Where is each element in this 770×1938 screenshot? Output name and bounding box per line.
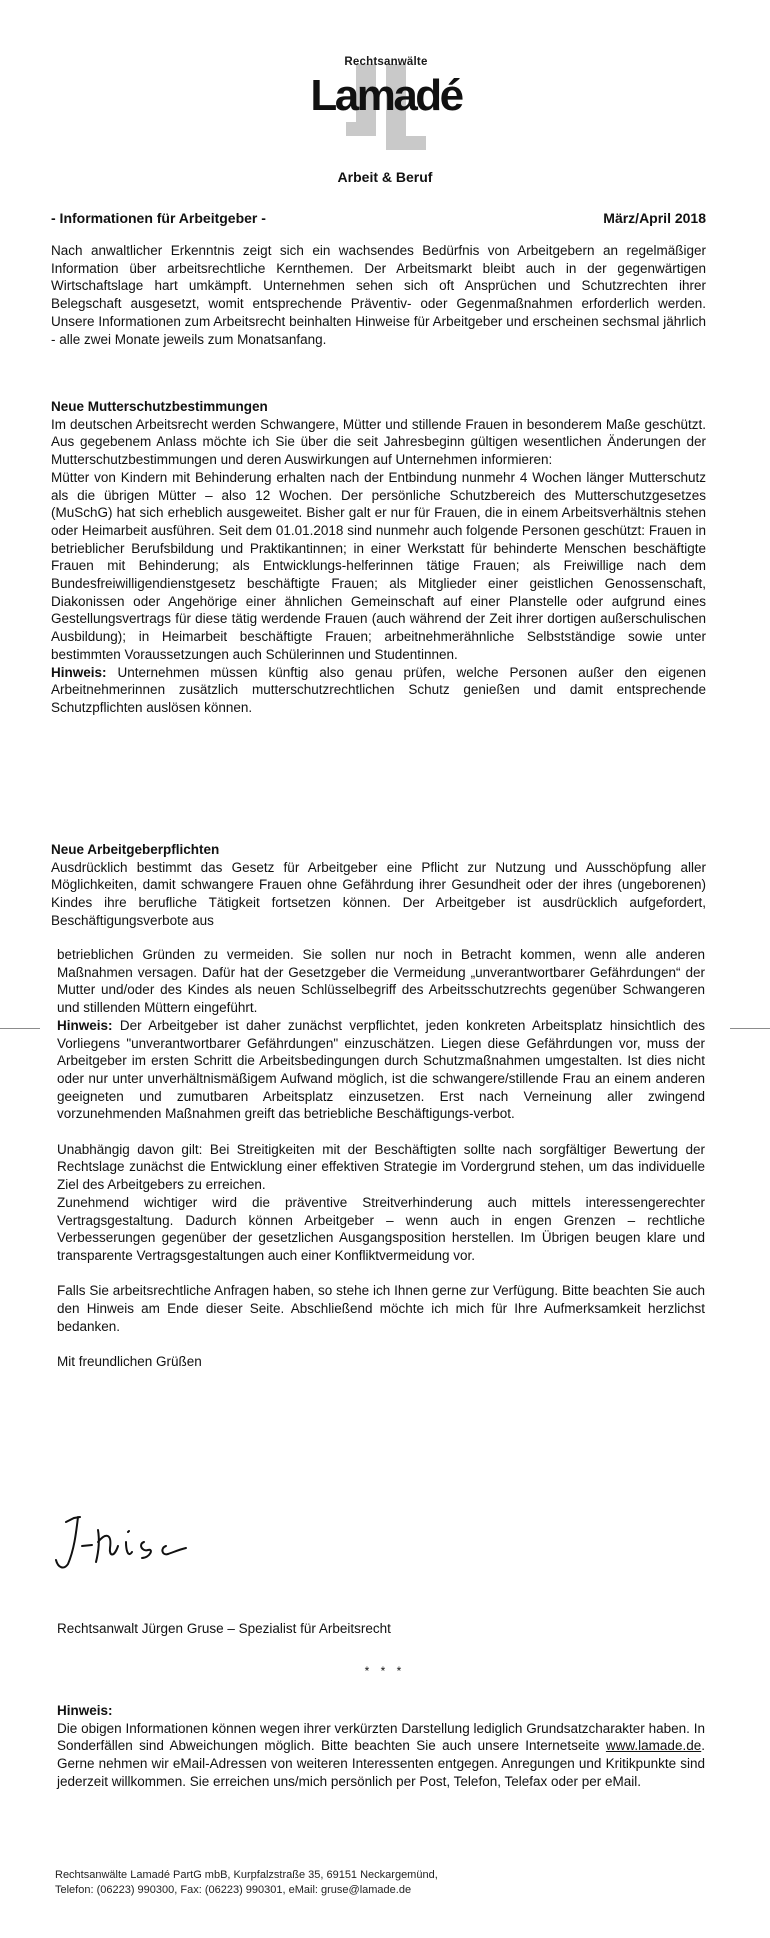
section-arbeitgeberpflichten-cont <box>57 946 705 1371</box>
footer-address: Rechtsanwälte Lamadé PartG mbB, Kurpfalzstraße 35, 69151 Neckargemünd, <box>55 1869 438 1881</box>
right-divider <box>730 1028 770 1029</box>
logo-name: Lamadé <box>310 71 462 120</box>
closing-paragraph: Falls Sie arbeitsrechtliche Anfragen haben, so stehe ich Ihnen gerne zur Verfügung. Bitte beachten Sie auch den Hinweis am Ende dieser Seite. Abschließend möchte ich mich für Ihre Aufmerksamkeit herzlichst bedanken. <box>57 1283 705 1334</box>
hint-paragraph <box>51 664 706 717</box>
lamade-logo <box>286 48 486 152</box>
signature-icon <box>52 1512 212 1574</box>
info-line <box>51 210 706 226</box>
note-text: . Gerne nehmen wir eMail-Adressen von weiteren Interessenten entgegen. Anregungen und Kritikpunkte sind jederzeit willkommen. Sie erreichen uns/mich persönlich per Post, Telefon, Telefax oder per eMail. <box>57 1738 705 1789</box>
separator: * * * <box>364 1664 406 1678</box>
section-heading: Neue Mutterschutzbestimmungen <box>51 399 268 414</box>
footer-contact: Telefon: (06223) 990300, Fax: (06223) 990301, eMail: gruse@lamade.de <box>55 1883 412 1896</box>
intro-paragraph: Nach anwaltlicher Erkenntnis zeigt sich ein wachsendes Bedürfnis von Arbeitgebern an regelmäßiger Information über arbeitsrechtliche Kernthemen. Der Arbeitsmarkt bleibt auch in der gegenwärtigen Wirtschaftslage hart umkämpft. Unternehmen sehen sich oft Ansprüchen und Schutzrechten ihrer Belegschaft ausgesetzt, womit entsprechende Präventiv- oder Gegenmaßnahmen erforderlich werden. Unsere Informationen zum Arbeitsrecht beinhalten Hinweise für Arbeitgeber und erscheinen sechsmal jährlich - alle zwei Monate jeweils zum Monatsanfang. <box>51 243 706 347</box>
hint-text: Der Arbeitgeber ist daher zunächst verpflichtet, jeden konkreten Arbeitsplatz hinsichtlich des Vorliegens "unverantwortbarer Gefährdungen" einzuschätzen. Liegen diese Gefährdungen vor, muss der Arbeitgeber im ersten Schritt die Arbeitsbedingungen durch Schutzmaßnahmen umgestalten. Ist dies nicht oder nur unter unverhältnismäßigem Aufwand möglich, ist die schwangere/stillende Frau an einem anderen geeigneten und zumutbaren Arbeitsplatz einzusetzen. Erst nach Verneinung aller zwingend vorzunehmenden Maßnahmen greift das betriebliche Beschäftigungs-verbot. <box>57 1017 705 1122</box>
logo-kicker: Rechtsanwälte <box>344 56 428 68</box>
hint-label: Hinweis: <box>57 1017 113 1033</box>
hint-text: Unternehmen müssen künftig also genau prüfen, welche Personen außer den eigenen Arbeitnehmerinnen zusätzlich mutterschutzrechtlichen Schutz genießen und damit entsprechende Schutzpflichten auslösen können. <box>51 664 706 715</box>
signer-name: Rechtsanwalt Jürgen Gruse – Spezialist für Arbeitsrecht <box>57 1621 391 1636</box>
issue-date: März/April 2018 <box>603 210 706 226</box>
paragraph: Ausdrücklich bestimmt das Gesetz für Arbeitgeber eine Pflicht zur Nutzung und Ausschöpfung aller Möglichkeiten, damit schwangere Frauen ohne Gefährdung ihrer Gesundheit oder der ihres (ungeborenen) Kindes ihre berufliche Tätigkeit fortsetzen können. Der Arbeitgeber ist ausdrücklich aufgefordert, Beschäftigungsverbote aus <box>51 859 706 928</box>
note-paragraph <box>57 1720 705 1791</box>
paragraph: Zunehmend wichtiger wird die präventive Streitverhinderung auch mittels interessengerechter Vertragsgestaltung. Dadurch können Arbeitgeber – wenn auch in engen Grenzen – rechtliche Verbesserungen gegenüber der gesetzlichen Ausgangsposition herstellen. Im Übrigen beugen klare und transparente Vertragsgestaltungen auch einer Konfliktvermeidung vor. <box>57 1194 705 1263</box>
paragraph: Mütter von Kindern mit Behinderung erhalten nach der Entbindung nunmehr 4 Wochen länger Mutterschutz als die übrigen Mütter – also 12 Wochen. Der persönliche Schutzbereich des Mutterschutzgesetzes (MuSchG) hat sich erheblich ausgeweitet. Bisher galt er nur für Frauen, die in einem Arbeitsverhältnis stehen oder Heimarbeit ausführen. Seit dem 01.01.2018 sind nunmehr auch folgende Personen geschützt: Frauen in betrieblicher Berufsbildung und Praktikantinnen; in einer Werkstatt für behinderte Menschen beschäftigte Frauen mit Behinderung; als Entwicklungs-helferinnen tätige Frauen; als Freiwillige nach dem Bundesfreiwilligendienstgesetz beschäftigte Frauen; als Mitglieder einer geistlichen Genossenschaft, Diakonissen oder Angehörige einer ähnlichen Gemeinschaft auf einer Planstelle oder aufgrund eines Gestellungsvertrags für diese tätig werdende Frauen (auch während der Zeit ihrer dortigen außerschulischen Ausbildung); in Heimarbeit beschäftigte Frauen; arbeitnehmerähnliche Selbstständige sowie unter bestimmten Voraussetzungen auch Schülerinnen und Studentinnen. <box>51 469 706 662</box>
info-label: - Informationen für Arbeitgeber - <box>51 210 266 226</box>
note-heading: Hinweis: <box>57 1703 113 1718</box>
section-title: Arbeit & Beruf <box>337 169 433 185</box>
section-arbeitgeberpflichten <box>51 841 706 930</box>
section-mutterschutz <box>51 398 706 717</box>
hint-paragraph <box>57 1017 705 1123</box>
paragraph: Unabhängig davon gilt: Bei Streitigkeiten mit der Beschäftigten sollte nach sorgfältiger Bewertung der Rechtslage zunächst die Entwicklung einer effektiven Strategie im Vordergrund stehen, um das individuelle Ziel des Arbeitgebers zu erreichen. <box>57 1141 705 1193</box>
paragraph: Im deutschen Arbeitsrecht werden Schwangere, Mütter und stillende Frauen in besonderem Maße geschützt. Aus gegebenem Anlass möchte ich Sie über die seit Jahresbeginn gültigen wesentlichen Änderungen der Mutterschutzbestimmungen und deren Auswirkungen auf Unternehmen informieren: <box>51 416 706 468</box>
left-divider <box>0 1028 40 1029</box>
greeting: Mit freundlichen Grüßen <box>57 1354 202 1370</box>
signer-block <box>57 1620 705 1638</box>
section-heading: Neue Arbeitgeberpflichten <box>51 842 220 857</box>
note-block <box>57 1702 705 1791</box>
note-text: Die obigen Informationen können wegen ihrer verkürzten Darstellung lediglich Grundsatzcharakter haben. In Sonderfällen sind Abweichungen möglich. Bitte beachten Sie auch unsere Internetseite <box>57 1720 705 1754</box>
paragraph: betrieblichen Gründen zu vermeiden. Sie sollen nur noch in Betracht kommen, wenn alle anderen Maßnahmen versagen. Dafür hat der Gesetzgeber die Vermeidung „unverantwortbarer Gefährdungen“ der Mutter und/oder des Kindes als neuen Schlüsselbegriff des Arbeitsschutzrechts gegenüber Schwangeren und stillenden Müttern eingeführt. <box>57 947 705 1016</box>
website-link[interactable]: www.lamade.de <box>605 1738 702 1754</box>
footer <box>55 1868 695 1897</box>
intro-block <box>51 242 706 348</box>
hint-label: Hinweis: <box>51 664 107 680</box>
